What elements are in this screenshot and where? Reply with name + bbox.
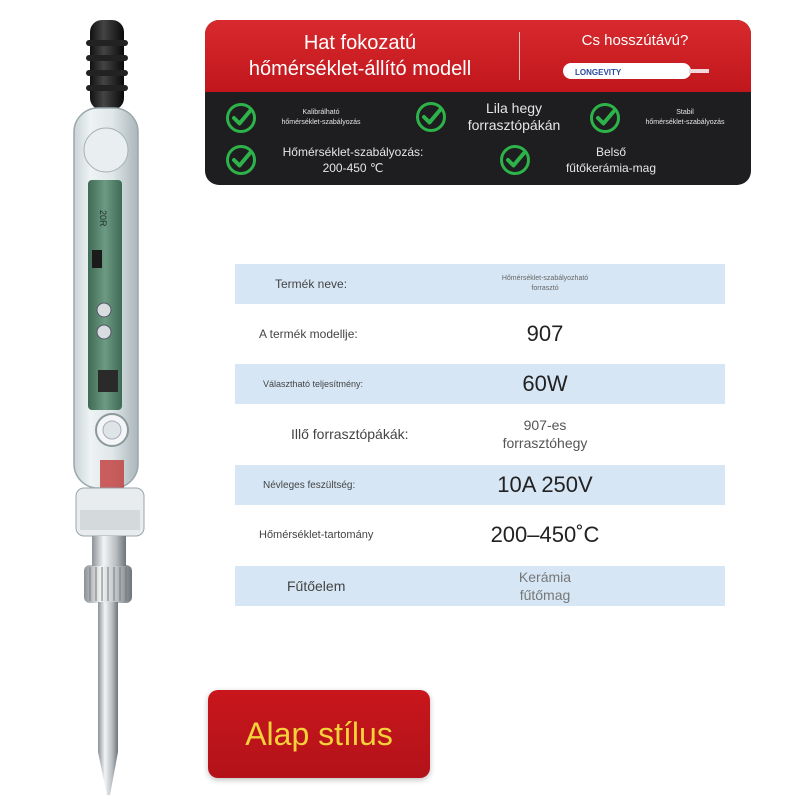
check-icon (225, 144, 257, 176)
feature-list (205, 92, 751, 185)
check-icon (415, 101, 447, 133)
iron-label: 20R (98, 210, 108, 227)
spec-label: A termék modellje: (259, 327, 358, 341)
spec-value: 907 (526, 321, 564, 346)
basic-style-button[interactable]: Alap stílus (208, 690, 430, 778)
spec-row-power (235, 364, 725, 404)
spec-label: Fűtőelem (287, 578, 346, 594)
banner-divider (519, 32, 520, 80)
spec-value: Kerámia fűtőmag (518, 569, 572, 603)
feature-item: Kalibrálható hőmérséklet-szabályozás (225, 102, 381, 134)
feature-item: Belső fűtőkerámia-mag (499, 144, 681, 176)
spec-label: Termék neve: (275, 277, 348, 291)
check-icon (499, 144, 531, 176)
spec-value: 907-es forrasztóhegy (502, 417, 588, 451)
banner-question: Cs hosszútávú? (581, 32, 689, 49)
spec-label: Választható teljesítmény: (263, 379, 364, 389)
spec-row-model (235, 314, 725, 354)
longevity-label: LONGEVITY (575, 68, 622, 77)
spec-label: Névleges feszültség: (263, 479, 356, 491)
spec-row-heating-element (235, 566, 725, 606)
longevity-iron-icon (561, 60, 711, 82)
spec-row-voltage (235, 465, 725, 505)
feature-item: Stabil hőmérséklet-szabályozás (589, 102, 745, 134)
spec-label: Hőmérséklet-tartomány (259, 529, 374, 541)
feature-item: Hőmérséklet-szabályozás: 200-450 ℃ (225, 144, 443, 176)
banner-title: Hat fokozatú hőmérséklet-állító modell (248, 32, 472, 80)
spec-value: 200–450˚C (490, 522, 600, 547)
soldering-iron-image (40, 10, 190, 800)
spec-value: 60W (522, 371, 568, 396)
spec-row-temperature (235, 515, 725, 555)
check-icon (589, 102, 621, 134)
spec-value: Hőmérséklet-szabályozható forrasztó (501, 275, 589, 292)
spec-label: Illő forrasztópákák: (291, 426, 409, 442)
feature-banner (205, 20, 751, 185)
banner-header (205, 20, 751, 92)
spec-row-tips (235, 414, 725, 454)
check-icon (225, 102, 257, 134)
spec-value: 10A 250V (497, 472, 593, 497)
feature-item: Lila hegy forrasztópákán (415, 100, 579, 134)
spec-row-product-name (235, 264, 725, 304)
